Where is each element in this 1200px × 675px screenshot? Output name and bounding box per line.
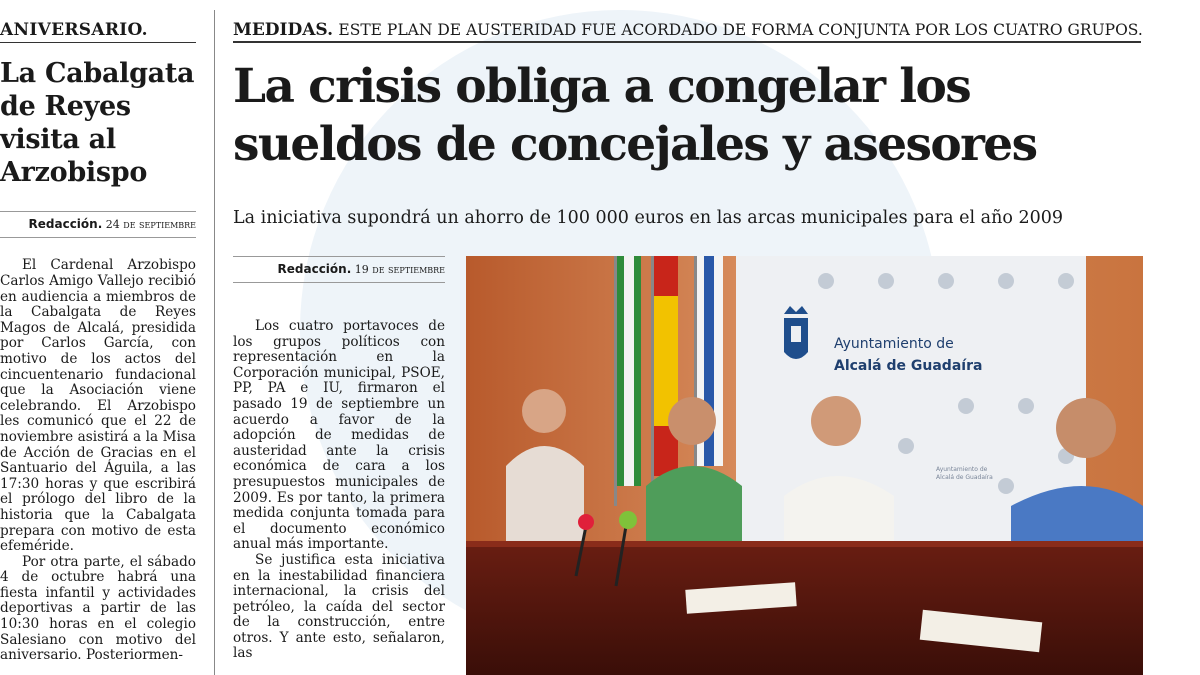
byline-date: 24 de septiembre bbox=[105, 218, 196, 232]
banner-line2: Alcalá de Guadaíra bbox=[834, 358, 983, 374]
paragraph: Se justifica esta iniciativa en la inestabilidad financiera internacional, la crisis del petróleo, la caída del sector de la construcción, entre otros. Y ante esto, señalaron, las bbox=[233, 551, 445, 662]
headline: La crisis obliga a congelar los sueldos de concejales y asesores bbox=[233, 59, 1037, 172]
article-body bbox=[233, 319, 445, 662]
byline-author: Redacción. bbox=[277, 262, 352, 276]
section-tag: ANIVERSARIO. bbox=[0, 0, 196, 43]
banner-line1: Ayuntamiento de bbox=[834, 336, 954, 352]
table bbox=[466, 541, 1143, 675]
article-title: La Cabalgata de Reyes visita al Arzobispo bbox=[0, 58, 195, 188]
article-body bbox=[0, 258, 196, 663]
main-article bbox=[233, 0, 1143, 675]
kicker-text: ESTE PLAN DE AUSTERIDAD FUE ACORDADO DE FORMA CONJUNTA POR LOS CUATRO GRUPOS. bbox=[338, 21, 1143, 39]
byline bbox=[0, 211, 196, 238]
kicker bbox=[233, 20, 1141, 43]
byline-author: Redacción. bbox=[28, 217, 103, 232]
crest-icon bbox=[784, 306, 808, 359]
press-photo bbox=[466, 256, 1143, 675]
byline bbox=[233, 256, 445, 283]
banner-small-line1: Ayuntamiento de bbox=[936, 466, 988, 473]
paragraph: El Cardenal Arzobispo Carlos Amigo Vallejo recibió en audiencia a miembros de la Cabalgata de Reyes Magos de Alcalá, presidida por Carlos García, con motivo de los actos del cincuentenario fundacional que la Asociación viene celebrando. El Arzobispo les comunicó que el 22 de noviembre asistirá a la Misa de Acción de Gracias en el Santuario del Águila, a las 17:30 horas y que escribirá el prólogo del libro de la historia que la Cabalgata prepara con motivo de esta efeméride. bbox=[0, 257, 196, 555]
paragraph: Los cuatro portavoces de los grupos políticos con representación en la Corporación municipal, PSOE, PP, PA e IU, firmaron el pasado 19 de septiembre un acuerdo a favor de la adopción de medidas de austeridad ante la crisis económica de cara a los presupuestos municipales de 2009. Es por tanto, la primera medida conjunta tomada para el documento económico anual más importante. bbox=[233, 318, 445, 553]
byline-date: 19 de septiembre bbox=[354, 263, 445, 276]
column-divider bbox=[214, 10, 215, 675]
article-column bbox=[233, 256, 445, 662]
paragraph: Por otra parte, el sábado 4 de octubre habrá una fiesta infantil y actividades deportivas a partir de las 10:30 horas en el colegio Salesiano con motivo del aniversario. Posteriormen- bbox=[0, 553, 196, 664]
sidebar-article bbox=[0, 0, 196, 675]
deck: La iniciativa supondrá un ahorro de 100 000 euros en las arcas municipales para el año 2009 bbox=[233, 208, 1064, 228]
kicker-label: MEDIDAS. bbox=[233, 20, 333, 40]
banner-small-line2: Alcalá de Guadaíra bbox=[936, 474, 993, 481]
